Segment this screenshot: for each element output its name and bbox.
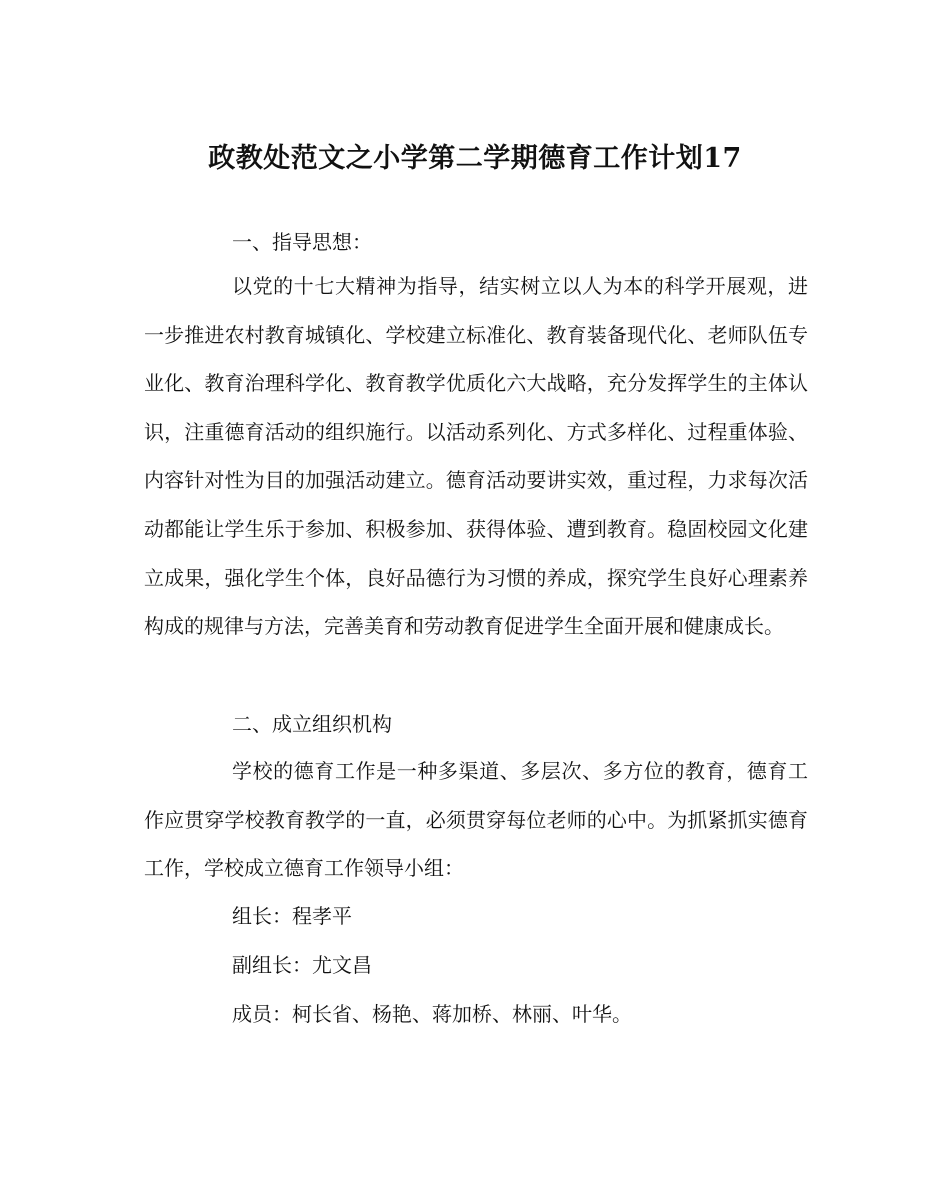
section-heading-2: 二、成立组织机构 [232, 712, 392, 736]
document-title: 政教处范文之小学第二学期德育工作计划17 [208, 143, 742, 174]
members-line: 成员：柯长省、杨艳、蒋加桥、林丽、叶华。 [232, 1002, 632, 1026]
section-paragraph-2: 学校的德育工作是一种多渠道、多层次、多方位的教育，德育工作应贯穿学校教育教学的一直，必须贯穿每位老师的心中。为抓紧抓实德育工作，学校成立德育工作领导小组： [144, 759, 808, 881]
deputy-leader-line: 副组长：尤文昌 [232, 953, 372, 977]
leader-line: 组长：程孝平 [232, 904, 352, 928]
section-heading-1: 一、指导思想： [232, 230, 372, 254]
section-paragraph-1: 以党的十七大精神为指导，结实树立以人为本的科学开展观，进一步推进农村教育城镇化、学校建立标准化、教育装备现代化、老师队伍专业化、教育治理科学化、教育教学优质化六大战略，充分发挥学生的主体认识，注重德育活动的组织施行。以活动系列化、方式多样化、过程重体验、内容针对性为目的加强活动建立。德育活动要讲实效，重过程，力求每次活动都能让学生乐于参加、积极参加、获得体验、遭到教育。稳固校园文化建立成果，强化学生个体，良好品德行为习惯的养成，探究学生良好心理素养构成的规律与方法，完善美育和劳动教育促进学生全面开展和健康成长。 [144, 274, 808, 639]
